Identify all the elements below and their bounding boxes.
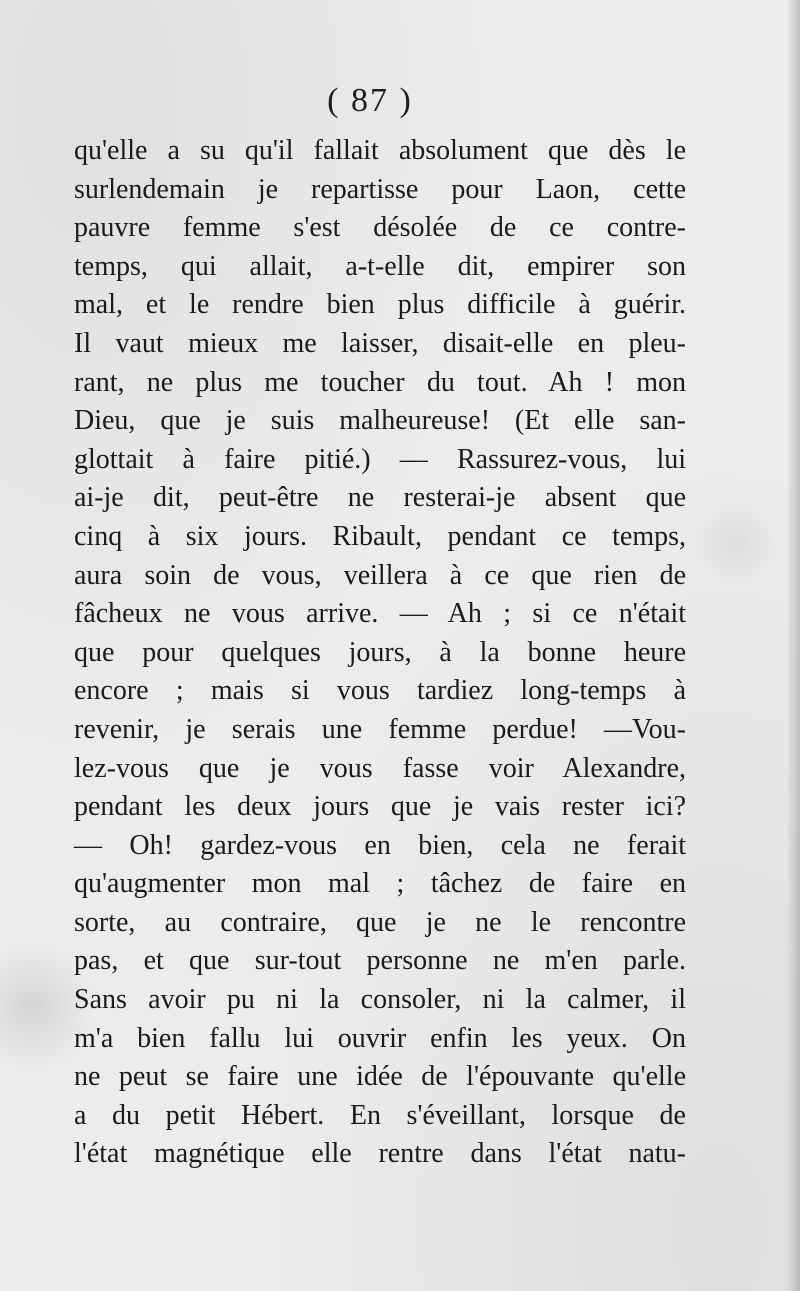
text-line: ne peut se faire une idée de l'épouvante qu'elle	[74, 1061, 686, 1093]
text-line: pas, et que sur-tout personne ne m'en parle.	[74, 945, 686, 977]
text-line: l'état magnétique elle rentre dans l'état natu-	[74, 1138, 686, 1170]
text-line: — Oh! gardez-vous en bien, cela ne ferait	[74, 829, 686, 861]
text-line: a du petit Hébert. En s'éveillant, lorsque de	[74, 1099, 686, 1131]
text-line: ai-je dit, peut-être ne resterai-je absent que	[74, 482, 686, 514]
text-line: Sans avoir pu ni la consoler, ni la calmer, il	[74, 984, 686, 1016]
text-line: fâcheux ne vous arrive. — Ah ; si ce n'était	[74, 598, 686, 630]
text-line: encore ; mais si vous tardiez long-temps à	[74, 675, 686, 707]
text-line: qu'elle a su qu'il fallait absolument que dès le	[74, 135, 686, 166]
text-line: Il vaut mieux me laisser, disait-elle en pleu-	[74, 327, 686, 359]
text-line: pauvre femme s'est désolée de ce contre-	[74, 212, 686, 244]
text-line: aura soin de vous, veillera à ce que rien de	[74, 559, 686, 591]
text-line: que pour quelques jours, à la bonne heure	[74, 636, 686, 668]
text-line: mal, et le rendre bien plus difficile à guérir.	[74, 289, 686, 321]
text-line: Dieu, que je suis malheureuse! (Et elle san-	[74, 405, 686, 437]
text-line: m'a bien fallu lui ouvrir enfin les yeux. On	[74, 1022, 686, 1054]
text-line: sorte, au contraire, que je ne le rencontre	[74, 906, 686, 938]
text-line: qu'augmenter mon mal ; tâchez de faire en	[74, 868, 686, 900]
page-number: ( 87 )	[327, 82, 413, 119]
text-line: revenir, je serais une femme perdue! —Vou-	[74, 713, 686, 745]
scan-shadow-edge	[786, 0, 800, 1291]
text-line: cinq à six jours. Ribault, pendant ce temps,	[74, 520, 686, 552]
text-line: pendant les deux jours que je vais rester ici?	[74, 791, 686, 823]
body-text	[74, 132, 686, 1174]
text-line: temps, qui allait, a-t-elle dit, empirer son	[74, 250, 686, 282]
text-line: rant, ne plus me toucher du tout. Ah ! mon	[74, 366, 686, 398]
text-line: surlendemain je repartisse pour Laon, cette	[74, 173, 686, 205]
text-line: glottait à faire pitié.) — Rassurez-vous, lui	[74, 443, 686, 475]
text-line: lez-vous que je vous fasse voir Alexandre,	[74, 752, 686, 784]
